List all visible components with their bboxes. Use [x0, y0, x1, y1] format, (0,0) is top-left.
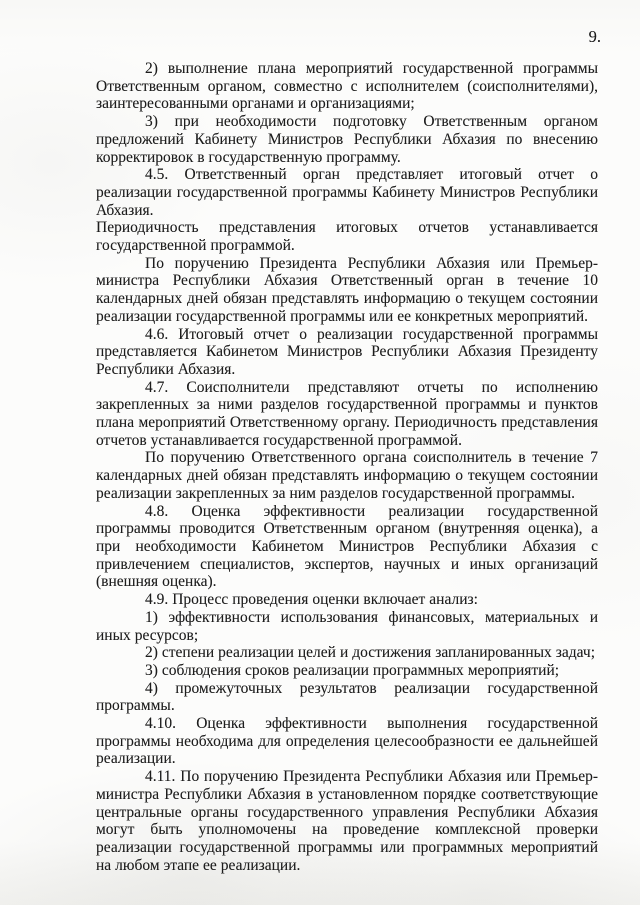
paragraph: 4.9. Процесс проведения оценки включает анализ:: [145, 591, 478, 609]
paragraph: 3) соблюдения сроков реализации программных мероприятий;: [145, 661, 560, 679]
paragraph: 4.10. Оценка эффективности выполнения государственной программы необходима для определения целесообразности ее дальнейшей реализации.: [96, 715, 598, 768]
paragraph: 4.7. Соисполнители представляют отчеты по исполнению закрепленных за ними разделов государственной программы и пунктов плана мероприятий Ответственному органу. Периодичность представления отчетов устанавливается государственной программой.: [96, 378, 598, 449]
paragraph: 2) степени реализации целей и достижения запланированных задач;: [145, 644, 596, 662]
document-body: [96, 60, 598, 874]
paragraph: 4.5. Ответственный орган представляет итоговый отчет о реализации государственной программы Кабинету Министров Республики Абхазия.: [96, 166, 598, 219]
paragraph: По поручению Ответственного органа соисполнитель в течение 7 календарных дней обязан представлять информацию о текущем состоянии реализации закрепленных за ним разделов государственной программы.: [96, 449, 598, 502]
paragraph: 4.8. Оценка эффективности реализации государственной программы проводится Ответственным органом (внутренняя оценка), а при необходимости Кабинетом Министров Республики Абхазия с привлечением специалистов, экспертов, научных и иных организаций (внешняя оценка).: [96, 502, 598, 591]
paragraph: 4) промежуточных результатов реализации государственной программы.: [96, 679, 598, 715]
paragraph: 2) выполнение плана мероприятий государственной программы Ответственным органом, совместно с исполнителем (соисполнителями), заинтересованными органами и организациями;: [96, 60, 598, 113]
paragraph: 4.6. Итоговый отчет о реализации государственной программы представляется Кабинетом Министров Республики Абхазия Президенту Республики Абхазия.: [96, 325, 598, 378]
paragraph: 3) при необходимости подготовку Ответственным органом предложений Кабинету Министров Республики Абхазия по внесению корректировок в государственную программу.: [96, 113, 598, 166]
paragraph: 4.11. По поручению Президента Республики Абхазия или Премьер-министра Республики Абхазия в установленном порядке соответствующие центральные органы государственного управления Республики Абхазия могут быть уполномочены на проведение комплексной проверки реализации государственной программы или программных мероприятий на любом этапе ее реализации.: [96, 768, 598, 874]
paragraph: 1) эффективности использования финансовых, материальных и иных ресурсов;: [96, 608, 598, 644]
page-number: 9.: [588, 27, 601, 46]
paragraph: По поручению Президента Республики Абхазия или Премьер-министра Республики Абхазия Ответственный орган в течение 10 календарных дней обязан представлять информацию о текущем состоянии реализации государственной программы или ее конкретных мероприятий.: [96, 254, 598, 325]
paragraph: Периодичность представления итоговых отчетов устанавливается государственной программой.: [96, 219, 598, 255]
